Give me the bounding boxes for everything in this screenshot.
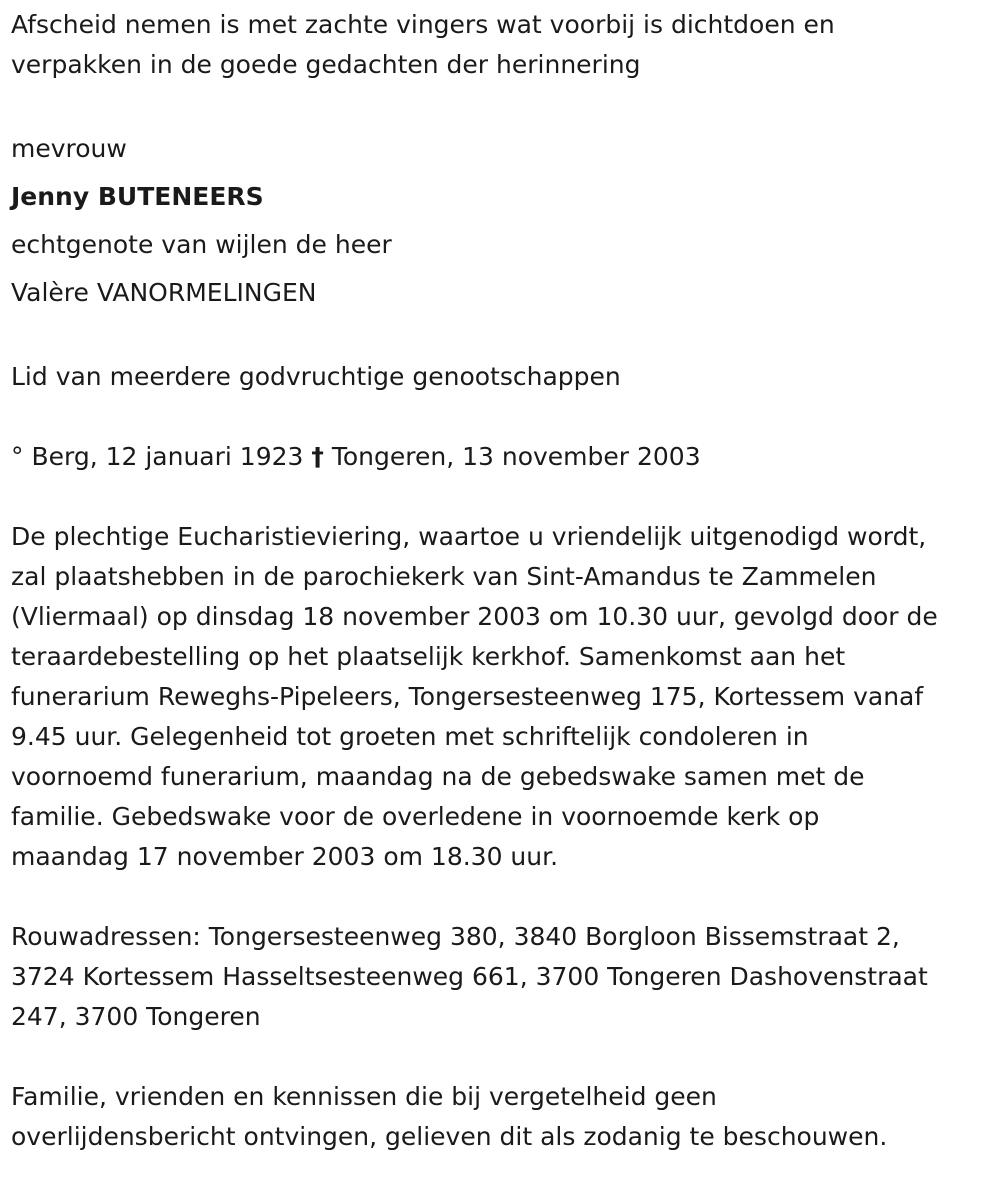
address-line: 247, 3700 Tongeren	[11, 1002, 261, 1031]
address-line: Rouwadressen: Tongersesteenweg 380, 3840 Borgloon Bissemstraat 2,	[11, 922, 900, 951]
ceremony-line: familie. Gebedswake voor de overledene in voornoemde kerk op	[11, 802, 820, 831]
farewell-quote	[11, 5, 993, 85]
ceremony-block	[11, 517, 993, 877]
birth-symbol: °	[11, 442, 24, 471]
birth-info: Berg, 12 januari 1923	[31, 442, 304, 471]
membership-block	[11, 357, 993, 397]
quote-line: verpakken in de goede gedachten der herinnering	[11, 50, 641, 79]
notice-line: overlijdensbericht ontvingen, gelieven dit als zodanig te beschouwen.	[11, 1122, 888, 1151]
deceased-relation: echtgenote van wijlen de heer	[11, 230, 392, 259]
ceremony-line: funerarium Reweghs-Pipeleers, Tongersesteenweg 175, Kortessem vanaf	[11, 682, 924, 711]
ceremony-line: maandag 17 november 2003 om 18.30 uur.	[11, 842, 559, 871]
addresses-block	[11, 917, 993, 1037]
ceremony-line: 9.45 uur. Gelegenheid tot groeten met schriftelijk condoleren in	[11, 722, 809, 751]
ceremony-line: De plechtige Eucharistieviering, waartoe u vriendelijk uitgenodigd wordt,	[11, 522, 927, 551]
notice-block	[11, 1077, 993, 1157]
cross-icon: †	[311, 442, 324, 471]
death-notice	[11, 5, 993, 1197]
deceased-title: mevrouw	[11, 134, 127, 163]
notice-line: Familie, vrienden en kennissen die bij vergetelheid geen	[11, 1082, 717, 1111]
membership-text: Lid van meerdere godvruchtige genootschappen	[11, 362, 621, 391]
quote-line: Afscheid nemen is met zachte vingers wat voorbij is dichtdoen en	[11, 10, 835, 39]
dates-line	[11, 437, 993, 477]
spouse-name: Valère VANORMELINGEN	[11, 278, 317, 307]
ceremony-line: (Vliermaal) op dinsdag 18 november 2003 om 10.30 uur, gevolgd door de	[11, 602, 938, 631]
ceremony-line: zal plaatshebben in de parochiekerk van Sint-Amandus te Zammelen	[11, 562, 877, 591]
dates-block	[11, 437, 993, 477]
deceased-name: Jenny BUTENEERS	[11, 182, 264, 211]
ceremony-line: teraardebestelling op het plaatselijk kerkhof. Samenkomst aan het	[11, 642, 846, 671]
death-info: Tongeren, 13 november 2003	[331, 442, 701, 471]
address-line: 3724 Kortessem Hasseltsesteenweg 661, 3700 Tongeren Dashovenstraat	[11, 962, 928, 991]
deceased-block	[11, 125, 993, 317]
ceremony-line: voornoemd funerarium, maandag na de gebedswake samen met de	[11, 762, 865, 791]
